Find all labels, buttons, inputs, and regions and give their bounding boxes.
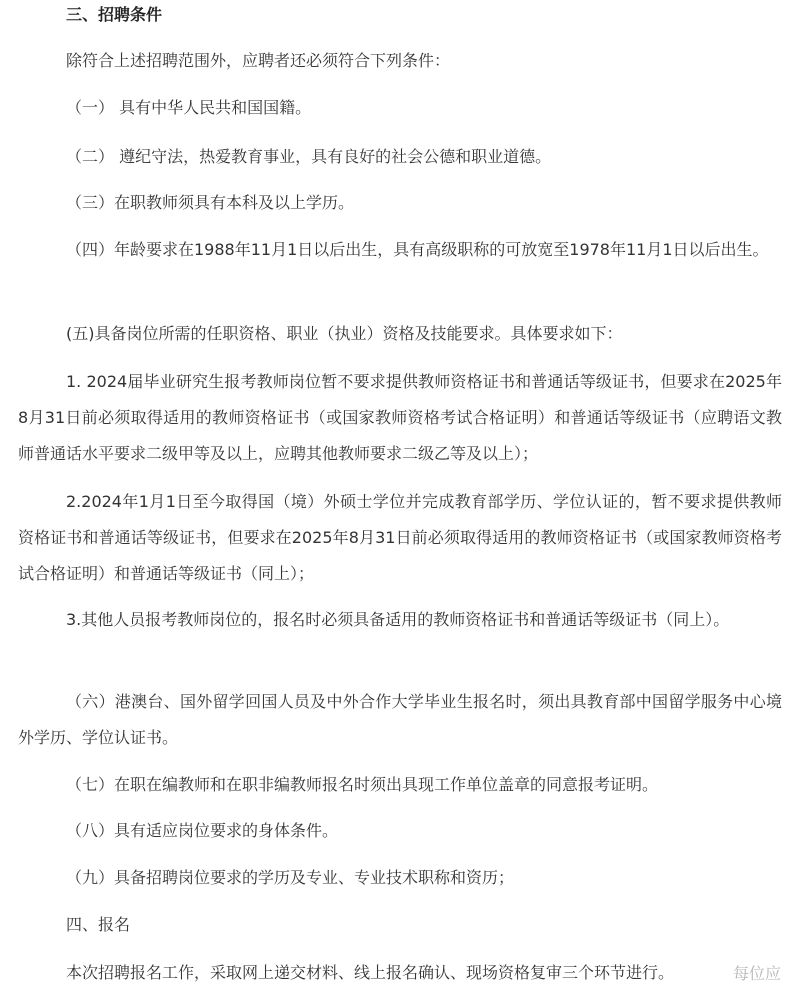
qualification-subitem-1: 1. 2024届毕业研究生报考教师岗位暂不要求提供教师资格证书和普通话等级证书，但要求在2025年8月31日前必须取得适用的教师资格证书（或国家教师资格考试合格证明）和普通话等级证书（应聘语文教师普通话水平要求二级甲等及以上，应聘其他教师要求二级乙等及以上）； xyxy=(18,372,782,463)
condition-item-9: （九）具备招聘岗位要求的学历及专业、专业技术职称和资历； xyxy=(66,868,515,887)
condition-item-5: (五)具备岗位所需的任职资格、职业（执业）资格及技能要求。具体要求如下： xyxy=(66,324,623,343)
section-heading-recruitment-conditions: 三、招聘条件 xyxy=(66,5,163,24)
condition-item-1: （一） 具有中华人民共和国国籍。 xyxy=(66,98,312,117)
condition-item-7: （七）在职在编教师和在职非编教师报名时须出具现工作单位盖章的同意报考证明。 xyxy=(66,775,659,794)
watermark-text: 每位应 xyxy=(732,963,781,983)
watermark-badge xyxy=(714,952,800,992)
condition-item-3: （三）在职教师须具有本科及以上学历。 xyxy=(66,193,355,212)
condition-item-6: （六）港澳台、国外留学回国人员及中外合作大学毕业生报名时，须出具教育部中国留学服务中心境外学历、学位认证书。 xyxy=(18,692,782,747)
registration-text: 本次招聘报名工作，采取网上递交材料、线上报名确认、现场资格复审三个环节进行。 xyxy=(66,963,675,982)
section-heading-registration: 四、报名 xyxy=(66,915,131,934)
conditions-intro: 除符合上述招聘范围外，应聘者还必须符合下列条件： xyxy=(66,51,451,70)
qualification-subitem-3: 3.其他人员报考教师岗位的，报名时必须具备适用的教师资格证书和普通话等级证书（同上）。 xyxy=(66,610,730,629)
qualification-subitem-2: 2.2024年1月1日至今取得国（境）外硕士学位并完成教育部学历、学位认证的，暂不要求提供教师资格证书和普通话等级证书，但要求在2025年8月31日前必须取得适用的教师资格证书（或国家教师资格考试合格证明）和普通话等级证书（同上）； xyxy=(18,492,782,583)
condition-item-4: （四）年龄要求在1988年11月1日以后出生，具有高级职称的可放宽至1978年11月1日以后出生。 xyxy=(66,240,769,259)
condition-item-8: （八）具有适应岗位要求的身体条件。 xyxy=(66,821,339,840)
condition-item-2: （二） 遵纪守法，热爱教育事业，具有良好的社会公德和职业道德。 xyxy=(66,147,552,166)
